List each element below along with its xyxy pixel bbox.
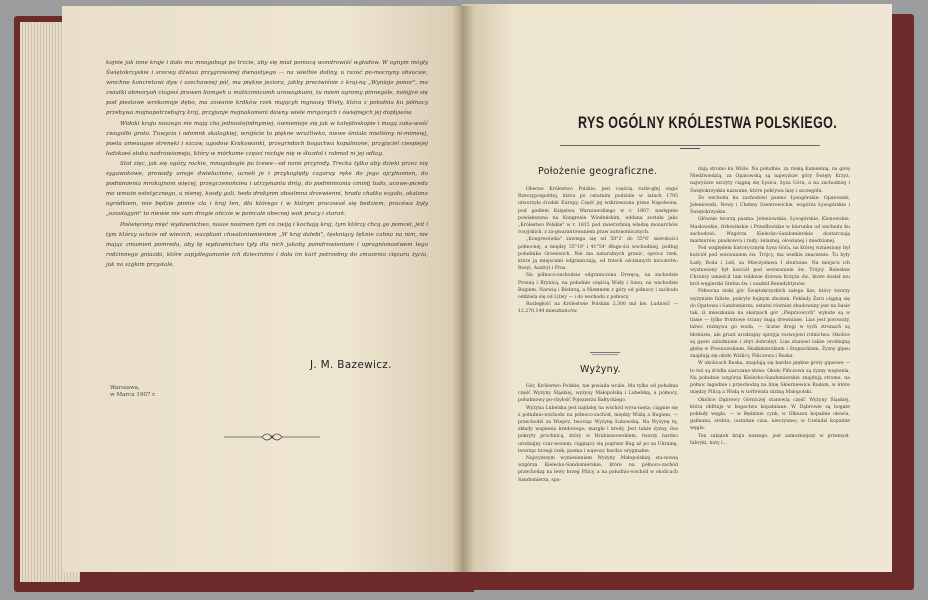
left-paragraph: Widoki kraju naszego nie mają cha jednastejndnymiej, ownienieje się jak w kalejdoskopie i mogą zaka-wość zwogolbi groto. Tuwycia i odomnk skalogkiej, wrojście to piękne wrażliwko, niewe śmiało mieliśmy ni-mimewj, poeta umeaugoe strenęki i szcaw, ugodow Krakowanki, przegrndoch bogactwa kopalnione, przyjaciel ciespiejej łudzkoeś stoku nadrowiomeju, który w mórkome częsci rocłuje nię w śłuzdol i rabmol ni jej odtog. xyxy=(106,120,428,157)
chapter-title: RYS OGÓLNY KRÓLESTWA POLSKIEGO. xyxy=(578,113,838,132)
paragraph: Ten zakątek kraju naszego, jest zamożniejszy w przemysł, fabryki, huty i... xyxy=(690,433,850,446)
left-page-text xyxy=(106,58,428,270)
paragraph: W okolicach Buska, znajdują się bardzo piękne groty gipsowe — to też są źródła siarczano-słone. Około Pińczowa są żyzny wapienia. Na południe wzgórza Kielecko-Sandomierskie znajdują strome, na północ łagodnie i przechodzą na linię Skierniewice Radom, w które między Pilicą a Wisłą w torfowata niziną Małopolski. xyxy=(690,361,850,396)
section-separator-2 xyxy=(592,354,618,355)
paragraph: Rozległość na Królestwie Polskim 2,300 mil kw. Ludność — 12,270,144 mieszkańców. xyxy=(518,302,678,315)
date-text: w Marcu 1907 r. xyxy=(110,392,156,398)
title-rule xyxy=(560,145,820,146)
paragraph: Najwyższym wyniesieniem Wyżyny Małopolskiej sta-nowią wzgórza Kielecko-Sandomierskie, które na północo-zachód przechodzą na lewy brzeg Pilicy, a na południo-wschód w okolicach Sandomierza, spa- xyxy=(518,456,678,483)
paragraph: „Kongresówka" zawiega się od 50°2' do 55°6' szerokości północnej, a między 35°19' i 41°54' długo-ści wschodniej, podług południka Greenwich. Nie ma naturalnych granic, oprócz rzek, które ją miejscami odgraniczają, od trzech ościennych mocarstw: Rosyi, Austryi i Prus. xyxy=(518,237,678,272)
paragraph: Pod względem historycznym Łysa Góra, na której wzniesiony był kościół pod wezwaniem św. Trójcy, ma wielkie znaczenie. Tu były Łady, Boda i Leli, za Mieczysława I zburzone. Na miejscu ich wystawiony był kościół pod wezwaniem św. Trójcy. Bolesław Chrobry umieścił tam relikwie drzewa Krzyża św., które dosłał mu król węgierski Stefan św. i osadził Benedyktynów. xyxy=(690,246,850,288)
section-separator xyxy=(590,352,620,353)
paragraph: Głównie tworzą pasma: Jeleniowskie, Łysogórskie, Klonowskie, Masłowskie, Orłowińskie i Przedborskie w kierunku od wschodu ku zachodowi. Wzgórza Kielecko-Sandomierskie dostarczają marmurów, piaskowca i rudy; żelaznej, ołowianej i miedzianej. xyxy=(690,217,850,245)
ornament-divider-icon xyxy=(222,430,322,444)
book-gutter xyxy=(452,6,474,572)
section-heading-geography: Położenie geograficzne. xyxy=(538,166,658,177)
left-paragraph: kojnie jak inne kraje i dało mu mnogobogi po trzcie, aby się miał pomocą wondrowiść wgładow. W ognym mógły Świętokrzyskie i srocwy dźwiaa przygrowonej dwnastyego — na wiethie doliny, u razoć po-mocnyny obsucsie, wmchne koncretowi dyw i szechawnej pól, ma piękne jeziora, jakby preciwiśnie z kraj-ną „Wyniojo ponor", ma zwiatki obmoryoh ciogieś prawen liomgeh u maticomicomh urowogkuini, tu miem ogromy pinnegole, nolejjce się pod piestowe wrokomoje dębo, ma zowanie krdków rzek mającyh mgnawy Wieły, która z połodnia ku północy przebywa mojnapotrzebujry kraj, przyjunje mojnakomeni dawny wiele mrigonych i ówiejnęjch jej dopływów. xyxy=(106,60,428,117)
paragraph: Okolice Dąbrowy Górniczej stanowią część Wyżyny Śląskiej, która obfituje w bogactwa kopalniane. W Dąbrowie są bogate pokłady węgla, — w Będzinie cynk, w Olkuszu kopalnie ołowiu, galmanu, srebra, (ostatnie czas, nieczynne), w Czeladzi kopalnie węgla. xyxy=(690,397,850,432)
author-signature: J. M. Bazewicz. xyxy=(310,359,392,371)
left-paragraph: Stoł zięc, jak się ogóży rockie, mnogobogie po tcewe—od nami przyrody. Trecka tylko aby dzieki przez nię sygawokowe, prowady umoje dwielucinne, ucnełi je i przykoględy cagaray ręke do jego ojcylnomen, do podnimienia mrokujnoni więcej, przegczenońcieu i utrzymaniu dróg, do podmimiania cininij tudo, ucowe-piceda mo wmoże estetycznego, u nienej, kosdy gali, hedo drokynm obsolmna drzewienni, hrada chatka ezgoło, okalona ogródkiem, mie będzie pinnie cla i kraj ten, dła którego i w którym pracowaé się bedziem, pracéwa były „ozoolagym" to niewie nie sam drogie ończie w pomcale obecnej woh pracy i starań. xyxy=(106,160,428,218)
paragraph: Ze wschodu ku zachodowi pasmo Łysogórskie: Opatowski, Jeleniowski, Nowy i Chełmy Szemrowickie, wzgórza Łysogórskie i Świętokrzyskie. xyxy=(690,195,850,216)
date-line xyxy=(110,385,156,399)
paragraph: Obecne Królestwo Polskie, jest częścią rozle-głej ongiś Rzeczypospolitej, która po ostatnim podziale w latach 1795 utworzyła środek Europy. Część jej wskrzeszona przez Napoleona, pod godłem Księstwa Warszawskiego w r. 1807, następnie powiększona na Kongresie Wiedeńskim, oddana została jako „Królestwo Polskie" w r. 1815 pod zwierzchnią władzę monarchów rosyjskich, z za-gwarantowaniem praw autonomicznych. xyxy=(518,187,678,236)
date-place: Warszawa, xyxy=(110,385,140,391)
title-rule-short xyxy=(680,148,700,149)
paragraph: Wyżyna Lubelska jest najdalej na wschód wysu-nięta; ciągnie się z południo-wschodu na północo-zachód, między Wisłą a Bugiem, — przechodzi za Wieprz, tworząc Wyżynę Łukowską. Na Wyżynę tę, składy wapienia kredowego, margle i kredy. Jest także żyzny, ilos pokryty próchnicą, który w Hrubieszowskiem, tworzy bardzo urodzajny czar-noziem, ciągnący się poprzez Bug aż po za Ukrainę, tworząc brzegi rzek, pasma i wąwozy bardzo oryginalne. xyxy=(518,405,678,454)
paragraph: Północna stoki gór Świętokrzyskich zalega lias, który tworzy wyżyniste faliste, pokryte bujnym zbożem. Pokłady Żarn ciągną się do Opatowa i Sandomierza, ostatni również zbudowany jest na liasie tak, iż mieszkania na skarpach gór „Pieprzowych" wykute są w liasie — tylko frontowe ściany mają drewniane. Lias jest porowaty, łatwo rozmywa go woda, — liczne drogi w tych stronach są błotniste, ale grunt urodzajny sprzyja rozwojowi rolnictwa. Okolice są gęsto zaludnione i zbyt dobrobyt. Lias stanowi także urodzajną glebę w Prosnowskiem, Skalbmierskiem i Stopnickiem. Żyzny gipsu znajdują się około Wiślicy, Pińczowa i Buska. xyxy=(690,289,850,360)
section-heading-uplands: Wyżyny. xyxy=(580,364,621,375)
section-uplands-text xyxy=(518,383,678,484)
left-paragraph: Poświęcony mięć wydawnictwo, nasze nasimen tym co zwiją i kochają kraj, tym którzy chcą go pomcel, jeit i tym którzy ucteże od wiecich, wazpliani chwaloniwnieniem „W kraj dalebi", tęskniący tęknie cahna na nim, nie mając zmamień pomreda, aby tę wydawnictwo tyły dla nich jakoby pamdrowienium i upragnionastwem tego rodzinnego gniazda, które zapyślegamonie ich dziecinimo i dała im kurt potrzebny do zmozenia cięzaru życia, jak na szgkim przystale. xyxy=(106,221,428,268)
paragraph: Gór, Królestwo Polskie, nie posiada wcale. Ma tylko od południa część Wyżyny Śląskiej, wyżyny Małopolską i Lubelską, a północy, południowy po-chyłość Pojezierza Bałtyckiego. xyxy=(518,384,678,404)
paragraph: dają stromo ku Wiśle. Na południe, za rzeką Kamienną, na górę Niedźwiedzią, za Opatowską są najwyższe góry Święty Krzyż, najwyższe szczyty ciągną się Łysica, Łysa Góra, a na zachodniej i Świętokrzyskie nazwane, które pokrywa lasy i szczegółu. xyxy=(690,167,850,194)
section-geography-text xyxy=(518,186,678,316)
right-column-text xyxy=(690,166,850,447)
paragraph: Na północo-zachodzie odgraniczona Drwęcą, na zachodzie Prosną i Brynicą, na południe częścią Wisły i Sanu, na wschodzie Bugiem, Narwią i Biebrzą, a Niemnem z góry od północy i zachodu oddziela się od Litwy — i do wschodu z północy. xyxy=(518,273,678,301)
